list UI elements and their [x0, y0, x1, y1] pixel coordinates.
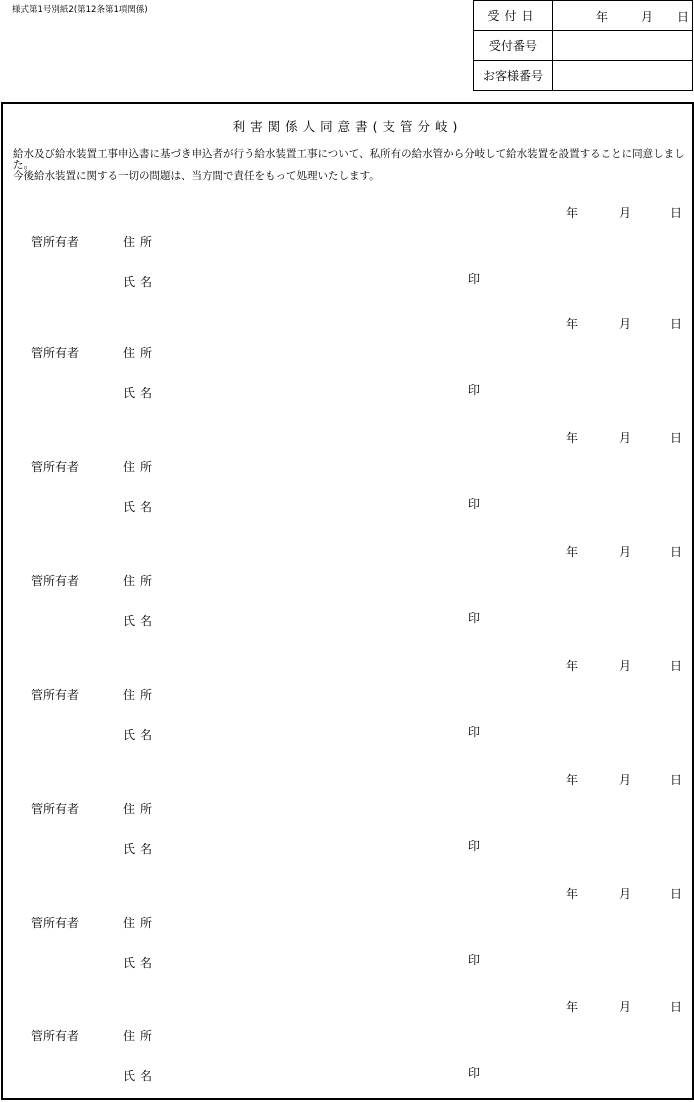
- consent-statement: [13, 149, 685, 182]
- seal-mark: 印: [468, 611, 481, 625]
- address-label: 住所: [123, 802, 158, 816]
- entry-month-label: 月: [619, 773, 632, 787]
- seal-mark: 印: [468, 272, 481, 286]
- seal-mark: 印: [468, 497, 481, 511]
- receipt-table: [473, 0, 693, 91]
- name-field[interactable]: [168, 607, 458, 629]
- customer-number-field[interactable]: [553, 61, 693, 91]
- entry-day-label: 日: [670, 887, 683, 901]
- entry-year-label: 年: [566, 659, 579, 673]
- address-field[interactable]: [168, 681, 548, 703]
- owner-label: 管所有者: [31, 916, 80, 930]
- entry-day-label: 日: [670, 545, 683, 559]
- owner-entry: [3, 988, 692, 1102]
- customer-number-label: お客様番号: [474, 61, 553, 91]
- receipt-number-row: [474, 31, 693, 61]
- name-label: 氏名: [123, 956, 158, 970]
- form-reference: 様式第1号別紙2(第12条第1項関係): [12, 5, 148, 15]
- name-label: 氏名: [123, 728, 158, 742]
- receipt-month-label: 月: [641, 10, 654, 24]
- receipt-number-field[interactable]: [553, 31, 693, 61]
- owner-entry: [3, 647, 692, 761]
- receipt-year-label: 年: [596, 10, 609, 24]
- entry-year-label: 年: [566, 317, 579, 331]
- owner-entry: [3, 875, 692, 989]
- name-label: 氏名: [123, 842, 158, 856]
- name-label: 氏名: [123, 275, 158, 289]
- entry-month-label: 月: [619, 206, 632, 220]
- entry-month-label: 月: [619, 1000, 632, 1014]
- name-field[interactable]: [168, 721, 458, 743]
- entry-day-label: 日: [670, 431, 683, 445]
- owner-entry: [3, 761, 692, 875]
- address-label: 住所: [123, 346, 158, 360]
- entry-month-label: 月: [619, 659, 632, 673]
- entry-year-label: 年: [566, 773, 579, 787]
- address-field[interactable]: [168, 1022, 548, 1044]
- address-label: 住所: [123, 574, 158, 588]
- address-label: 住所: [123, 916, 158, 930]
- owner-entry: [3, 194, 692, 308]
- address-label: 住所: [123, 460, 158, 474]
- name-field[interactable]: [168, 1062, 458, 1084]
- owner-label: 管所有者: [31, 346, 80, 360]
- owner-label: 管所有者: [31, 688, 80, 702]
- consent-paragraph: 給水及び給水装置工事申込書に基づき申込者が行う給水装置工事について、私所有の給水管から分岐して給水装置を設置することに同意しました。: [13, 148, 685, 171]
- address-label: 住所: [123, 235, 158, 249]
- receipt-date-field[interactable]: [553, 1, 693, 31]
- receipt-day-label: 日: [677, 10, 690, 24]
- name-label: 氏名: [123, 614, 158, 628]
- responsibility-paragraph: 今後給水装置に関する一切の問題は、当方間で責任をもって処理いたします。: [13, 170, 380, 182]
- entry-month-label: 月: [619, 887, 632, 901]
- owner-label: 管所有者: [31, 574, 80, 588]
- entry-month-label: 月: [619, 317, 632, 331]
- customer-number-row: [474, 61, 693, 91]
- entry-year-label: 年: [566, 887, 579, 901]
- entry-month-label: 月: [619, 431, 632, 445]
- consent-form: [1, 102, 694, 1100]
- owner-label: 管所有者: [31, 460, 80, 474]
- seal-mark: 印: [468, 953, 481, 967]
- entry-day-label: 日: [670, 659, 683, 673]
- name-label: 氏名: [123, 386, 158, 400]
- entry-day-label: 日: [670, 206, 683, 220]
- entry-month-label: 月: [619, 545, 632, 559]
- seal-mark: 印: [468, 725, 481, 739]
- receipt-date-row: [474, 1, 693, 31]
- address-field[interactable]: [168, 453, 548, 475]
- name-label: 氏名: [123, 500, 158, 514]
- address-field[interactable]: [168, 567, 548, 589]
- owner-entry: [3, 533, 692, 647]
- address-label: 住所: [123, 688, 158, 702]
- entry-year-label: 年: [566, 431, 579, 445]
- name-label: 氏名: [123, 1069, 158, 1083]
- address-field[interactable]: [168, 228, 548, 250]
- name-field[interactable]: [168, 835, 458, 857]
- entry-year-label: 年: [566, 545, 579, 559]
- entry-day-label: 日: [670, 1000, 683, 1014]
- seal-mark: 印: [468, 383, 481, 397]
- entry-day-label: 日: [670, 317, 683, 331]
- receipt-number-label: 受付番号: [474, 31, 553, 61]
- owner-label: 管所有者: [31, 802, 80, 816]
- name-field[interactable]: [168, 949, 458, 971]
- name-field[interactable]: [168, 493, 458, 515]
- seal-mark: 印: [468, 1066, 481, 1080]
- owner-entry: [3, 305, 692, 419]
- entry-year-label: 年: [566, 1000, 579, 1014]
- owner-label: 管所有者: [31, 235, 80, 249]
- owner-entry: [3, 419, 692, 533]
- name-field[interactable]: [168, 379, 458, 401]
- address-field[interactable]: [168, 909, 548, 931]
- address-field[interactable]: [168, 795, 548, 817]
- name-field[interactable]: [168, 268, 458, 290]
- owner-label: 管所有者: [31, 1029, 80, 1043]
- document-title: 利害関係人同意書(支管分岐): [232, 119, 463, 134]
- entry-year-label: 年: [566, 206, 579, 220]
- seal-mark: 印: [468, 839, 481, 853]
- address-field[interactable]: [168, 339, 548, 361]
- entry-day-label: 日: [670, 773, 683, 787]
- receipt-date-label: 受付日: [474, 1, 553, 31]
- address-label: 住所: [123, 1029, 158, 1043]
